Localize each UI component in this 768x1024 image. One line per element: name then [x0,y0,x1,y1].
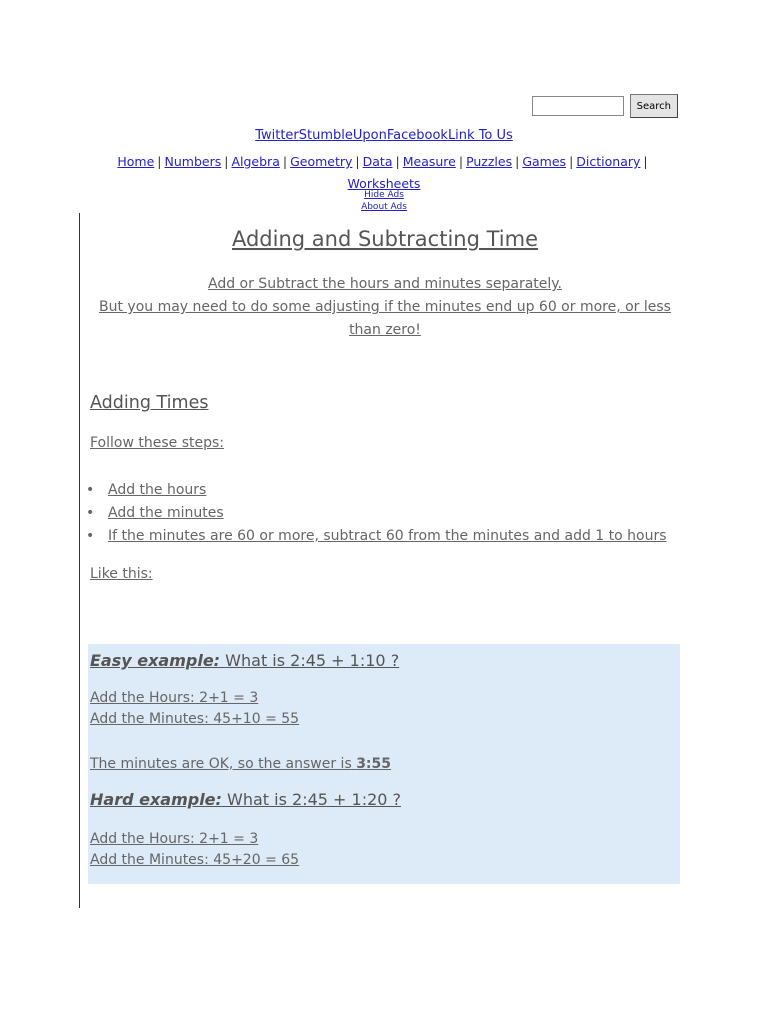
about-ads-link[interactable]: About Ads [361,202,407,212]
nav-dictionary[interactable]: Dictionary [576,154,641,169]
step-text: If the minutes are 60 or more, subtract 60 from the minutes and add 1 to hours [108,528,667,544]
facebook-link[interactable]: Facebook [386,128,448,143]
easy-hours-line: Add the Hours: 2+1 = 3 [90,690,259,706]
nav-separator: | [157,154,162,169]
intro-line-1: Add or Subtract the hours and minutes separately. [207,276,563,292]
list-item [86,502,680,525]
steps-intro: Follow these steps: [90,435,224,451]
search-bar [532,94,678,118]
nav-separator: | [224,154,229,169]
easy-example-answer [90,754,680,775]
easy-minutes-line: Add the Minutes: 45+10 = 55 [90,711,300,727]
easy-answer-value: 3:55 [356,756,392,772]
intro-line-2: But you may need to do some adjusting if the minutes end up 60 or more, or less than zero! [99,299,671,338]
intro [90,273,680,342]
hard-example-label: Hard example: [90,790,222,809]
nav-separator: | [282,154,288,169]
like-this: Like this: [90,566,153,582]
bullet-icon: • [86,505,95,521]
nav-separator: | [569,154,574,169]
nav-separator: | [355,154,360,169]
example-box [88,644,680,884]
content-left-border [79,213,80,908]
main-content [86,213,680,586]
step-text: Add the hours [108,482,207,498]
easy-example-label: Easy example: [90,651,221,670]
link-to-us-link[interactable]: Link To Us [447,128,513,143]
nav-geometry[interactable]: Geometry [290,154,353,169]
page-title: Adding and Subtracting Time [231,227,539,251]
nav-numbers[interactable]: Numbers [164,154,222,169]
section-heading: Adding Times [90,393,209,413]
search-button[interactable]: Search [630,94,678,118]
ad-links [0,189,768,213]
bullet-icon: • [86,482,95,498]
nav-measure[interactable]: Measure [402,154,456,169]
nav-algebra[interactable]: Algebra [231,154,280,169]
nav-separator: | [643,154,648,169]
nav-games[interactable]: Games [522,154,567,169]
nav-separator: | [515,154,520,169]
easy-example-title [90,650,680,672]
nav-data[interactable]: Data [362,154,393,169]
hard-minutes-line: Add the Minutes: 45+20 = 65 [90,852,300,868]
list-item [86,525,680,548]
stumbleupon-link[interactable]: StumbleUpon [298,128,387,143]
twitter-link[interactable]: Twitter [255,128,299,143]
hide-ads-link[interactable]: Hide Ads [364,190,404,200]
hard-hours-line: Add the Hours: 2+1 = 3 [90,831,259,847]
bullet-icon: • [86,528,95,544]
easy-answer-prefix: The minutes are OK, so the answer is [90,756,352,772]
step-text: Add the minutes [108,505,224,521]
nav-puzzles[interactable]: Puzzles [466,154,513,169]
social-links [0,128,768,143]
nav-separator: | [458,154,464,169]
easy-answer-line [90,754,680,775]
hard-example-title [90,789,680,811]
easy-example-steps [90,688,680,730]
nav-home[interactable]: Home [117,154,155,169]
nav-worksheets[interactable]: Worksheets [347,176,421,191]
hard-example-question: What is 2:45 + 1:20 ? [227,790,402,809]
nav-separator: | [395,154,400,169]
hard-example-steps [90,829,680,871]
list-item [86,479,680,502]
easy-example-question: What is 2:45 + 1:10 ? [225,651,400,670]
steps-list [86,479,680,548]
search-input[interactable] [532,96,624,116]
